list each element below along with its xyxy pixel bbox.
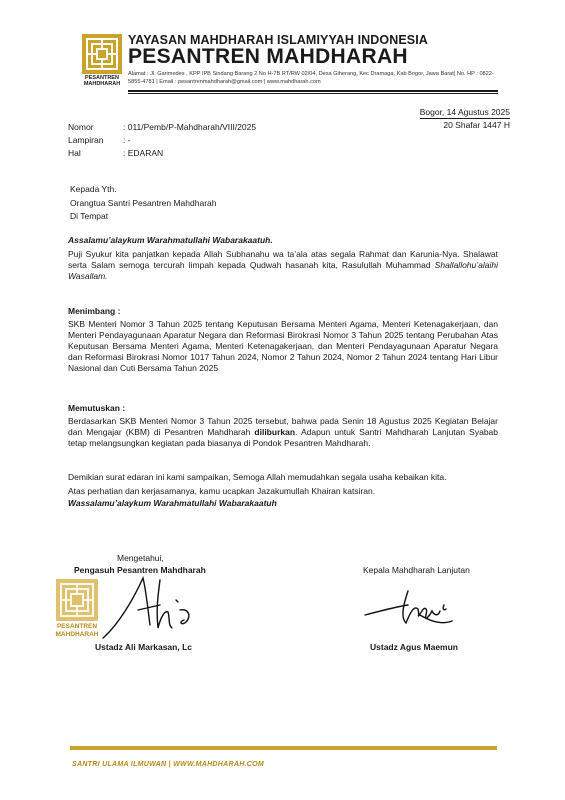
left-signer-role: Pengasuh Pesantren Mahdharah bbox=[74, 565, 206, 575]
menimbang-heading: Menimbang : bbox=[68, 306, 121, 316]
left-signer-name: Ustadz Ali Markasan, Lc bbox=[95, 642, 192, 652]
meta-row-nomor bbox=[68, 122, 256, 133]
meta-row-hal bbox=[68, 148, 163, 159]
footer-text: SANTRI ULAMA ILMUWAN | WWW.MAHDHARAH.COM bbox=[72, 761, 265, 768]
header-rule-thin bbox=[128, 93, 498, 94]
left-signature bbox=[98, 570, 198, 645]
meta-label: Hal bbox=[68, 148, 81, 158]
organization-name: YAYASAN MAHDHARAH ISLAMIYYAH INDONESIA bbox=[128, 33, 428, 47]
memutuskan-text: Berdasarkan SKB Menteri Nomor 3 Tahun 2025 tersebut, bahwa pada Senin 18 Agustus 2025 Kegiatan Belajar dan Mengajar (KBM) di Pesantren Mahdharah bbox=[68, 416, 498, 437]
footer-gold-bar bbox=[70, 746, 497, 750]
meta-label: Nomor bbox=[68, 122, 94, 132]
opening-salawat: Shallallohu’alaihi Wasallam. bbox=[68, 260, 498, 281]
memutuskan-text-continued: . Adapun untuk Santri Mahdharah Lanjutan Syabab tetap melangsungkan kegiatan pada biasanya di Pondok Pesantren Mahdharah. bbox=[68, 427, 498, 448]
right-signature bbox=[360, 585, 460, 640]
recipient-line: Orangtua Santri Pesantren Mahdharah bbox=[70, 198, 217, 208]
recipient-line: Di Tempat bbox=[70, 211, 109, 221]
right-signer-role: Kepala Mahdharah Lanjutan bbox=[363, 565, 470, 575]
closing-line: Demikian surat edaran ini kami sampaikan, Semoga Allah memudahkan segala usaha kebaikan kita. bbox=[68, 472, 447, 482]
header-address: Alamat : Jl. Garimedes , KPP IPB Sindang Barang 2 No H-7B RT/RW 02/04, Desa Giherang, Kec Dramaga, Kab Bogor, Jawa Barat| No. HP : 0822-5855-4781 | Email : pesantrenmahdharah@gmail.com | www.mahdharah.com bbox=[128, 71, 494, 85]
letter-date-line: Bogor, 14 Agustus 2025 bbox=[419, 107, 510, 117]
meta-value: : EDARAN bbox=[123, 148, 164, 158]
meta-value: : - bbox=[123, 135, 131, 145]
logo-text-line-1: PESANTREN bbox=[85, 75, 119, 81]
pesantren-name: PESANTREN MAHDHARAH bbox=[128, 45, 408, 68]
foundation-logo bbox=[80, 33, 124, 88]
memutuskan-heading: Memutuskan : bbox=[68, 403, 126, 413]
right-signer-name: Ustadz Agus Maemun bbox=[370, 642, 459, 652]
closing-line: Atas perhatian dan kerjasamanya, kamu ucapkan Jazakumullah Khairan katsiran. bbox=[68, 486, 376, 496]
acknowledge-label: Mengetahui, bbox=[117, 553, 164, 563]
meta-label: Lampiran bbox=[68, 135, 104, 145]
pesantren-stamp bbox=[54, 577, 100, 645]
logo-text-line-2: MAHDHARAH bbox=[83, 81, 121, 87]
memutuskan-emphasis: diliburkan bbox=[254, 427, 296, 437]
meta-value: : 011/Pemb/P-Mahdharah/VIII/2025 bbox=[123, 122, 257, 132]
greeting: Assalamu’alaykum Warahmatullahi Wabarakaatuh. bbox=[68, 235, 273, 245]
recipient-line: Kepada Yth. bbox=[70, 184, 117, 194]
stamp-text-line-1: PESANTREN bbox=[56, 623, 98, 630]
stamp-text-line-2: MAHDHARAH bbox=[55, 631, 99, 638]
memutuskan-paragraph bbox=[68, 416, 498, 449]
header-rule-thick bbox=[128, 90, 498, 92]
opening-paragraph bbox=[68, 249, 498, 282]
letter-date bbox=[400, 107, 510, 119]
farewell: Wassalamu’alaykum Warahmatullahi Wabarakaatuh bbox=[68, 498, 277, 508]
menimbang-text: SKB Menteri Nomor 3 Tahun 2025 tentang Keputusan Bersama Menteri Agama, Menteri Ketenagakerjaan, dan Menteri Pendayagunaan Aparatur Negara dan Reformasi Birokrasi Nomor 3 Tahun 2025 tentang Perubahan Atas Keputusan Bersama Menteri Agama, Menteri Ketenagakerjaan, dan Menteri Pendayagunaan Aparatur Negara dan Reformasi Birokrasi Nomor 1017 Tahun 2024, Nomor 2 Tahun 2024, Nomor 2 Tahun 2024 tentang Hari Libur Nasional dan Cuti Bersama Tahun 2025 bbox=[68, 319, 498, 373]
letter-hijri-date: 20 Shafar 1447 H bbox=[443, 120, 510, 130]
opening-text: Puji Syukur kita panjatkan kepada Allah Subhanahu wa ta’ala atas segala Rahmat dan Karunia-Nya. Shalawat serta Salam semoga tercurah limpah kepada Qudwah hasanah kita, Rasulullah Muhammad bbox=[68, 249, 498, 270]
meta-row-lampiran bbox=[68, 135, 131, 146]
